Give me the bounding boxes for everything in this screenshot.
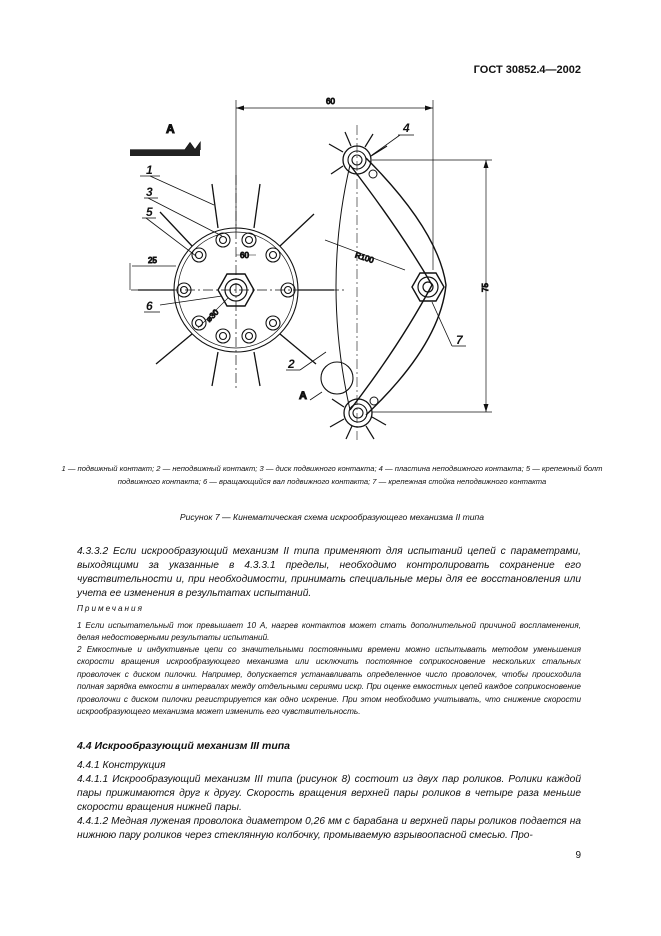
section-4-4-heading: 4.4 Искрообразующий механизм III типа <box>77 740 291 752</box>
paragraph-4-4-1-1: 4.4.1.1 Искрообразующий механизм III типа (рисунок 8) состоит из двух пар роликов. Ролики каждой пары прижимаются друг к другу. Скорость вращения верхней пары роликов в четыре раза меньше скорости вращения нижней пары. <box>77 774 581 813</box>
dim-60-top: 60 <box>326 97 335 106</box>
paragraph-4-3-3-2: 4.3.3.2 Если искрообразующий механизм II типа применяют для испытаний цепей с параметрами, выходящими за указанные в 4.3.3.1 пределы, необходимо контролировать сохранение его чувствительности и, при необходимости, принимать специальные меры для ее восстановления или учета ее изменения в результатах испытаний. <box>77 546 581 599</box>
dim-75: 75 <box>481 283 490 292</box>
dim-60-center: 60 <box>240 251 249 260</box>
document-header: ГОСТ 30852.4—2002 <box>473 64 581 76</box>
kinematic-diagram <box>0 85 661 440</box>
dim-d30: ⌀30 <box>204 307 221 324</box>
callout-5: 5 <box>146 205 153 219</box>
callout-4: 4 <box>403 121 410 135</box>
callout-1: 1 <box>146 163 153 177</box>
paragraph-4-4-1-2: 4.4.1.2 Медная луженая проволока диаметром 0,26 мм с барабана и верхней пары роликов подается на нижнюю пару роликов через стеклянную колбочку, промываемую взрывоопасной смесью. Про- <box>77 816 581 841</box>
view-a-circle <box>321 362 353 394</box>
note-1: 1 Если испытательный ток превышает 10 А, нагрев контактов может стать дополнительной причиной воспламенения, делая недостоверными результаты испытаний. <box>77 621 581 643</box>
mounting-post <box>412 273 444 301</box>
note-2: 2 Емкостные и индуктивные цепи со значительными постоянными времени можно испытывать методом уменьшения скорости вращения искрообразующего механизма или исключить постоянное соприкосновение нескольких стальных проволочек с диском пилочки. Например, допускается устанавливать определенное число проволочек, чтобы происходила полная зарядка емкости в интервалах между отдельными сериями искр. При оценке емкостных цепей каждое соприкосновение проволочки с диском пилочки регистрируется как одно искрение. При этом необходимо учитывать, что снижение скорости искрообразующего механизма может изменить его чувствительность. <box>77 645 581 717</box>
notes-title: Примечания <box>77 604 144 613</box>
moving-contact-disk <box>131 175 346 390</box>
callout-3: 3 <box>146 185 153 199</box>
lower-fixed-contact <box>330 397 386 439</box>
callout-6: 6 <box>146 299 153 313</box>
callout-7: 7 <box>456 333 463 347</box>
page-number: 9 <box>575 850 581 861</box>
subsection-4-4-1: 4.4.1 Конструкция <box>77 760 166 771</box>
callout-2: 2 <box>288 357 295 371</box>
radius-r100: R100 <box>353 250 375 265</box>
figure-legend: 1 — подвижный контакт; 2 — неподвижный контакт; 3 — диск подвижного контакта; 4 — пластина неподвижного контакта; 5 — крепежный болт подвижного контакта; 6 — вращающийся вал подвижного контакта; 7 — крепежная стойка неподвижного контакта <box>61 464 603 486</box>
view-a-label-lower: A <box>299 390 307 402</box>
dim-25: 25 <box>148 256 157 265</box>
view-a-label: A <box>166 122 175 136</box>
figure-caption: Рисунок 7 — Кинематическая схема искрообразующего механизма II типа <box>179 512 485 522</box>
